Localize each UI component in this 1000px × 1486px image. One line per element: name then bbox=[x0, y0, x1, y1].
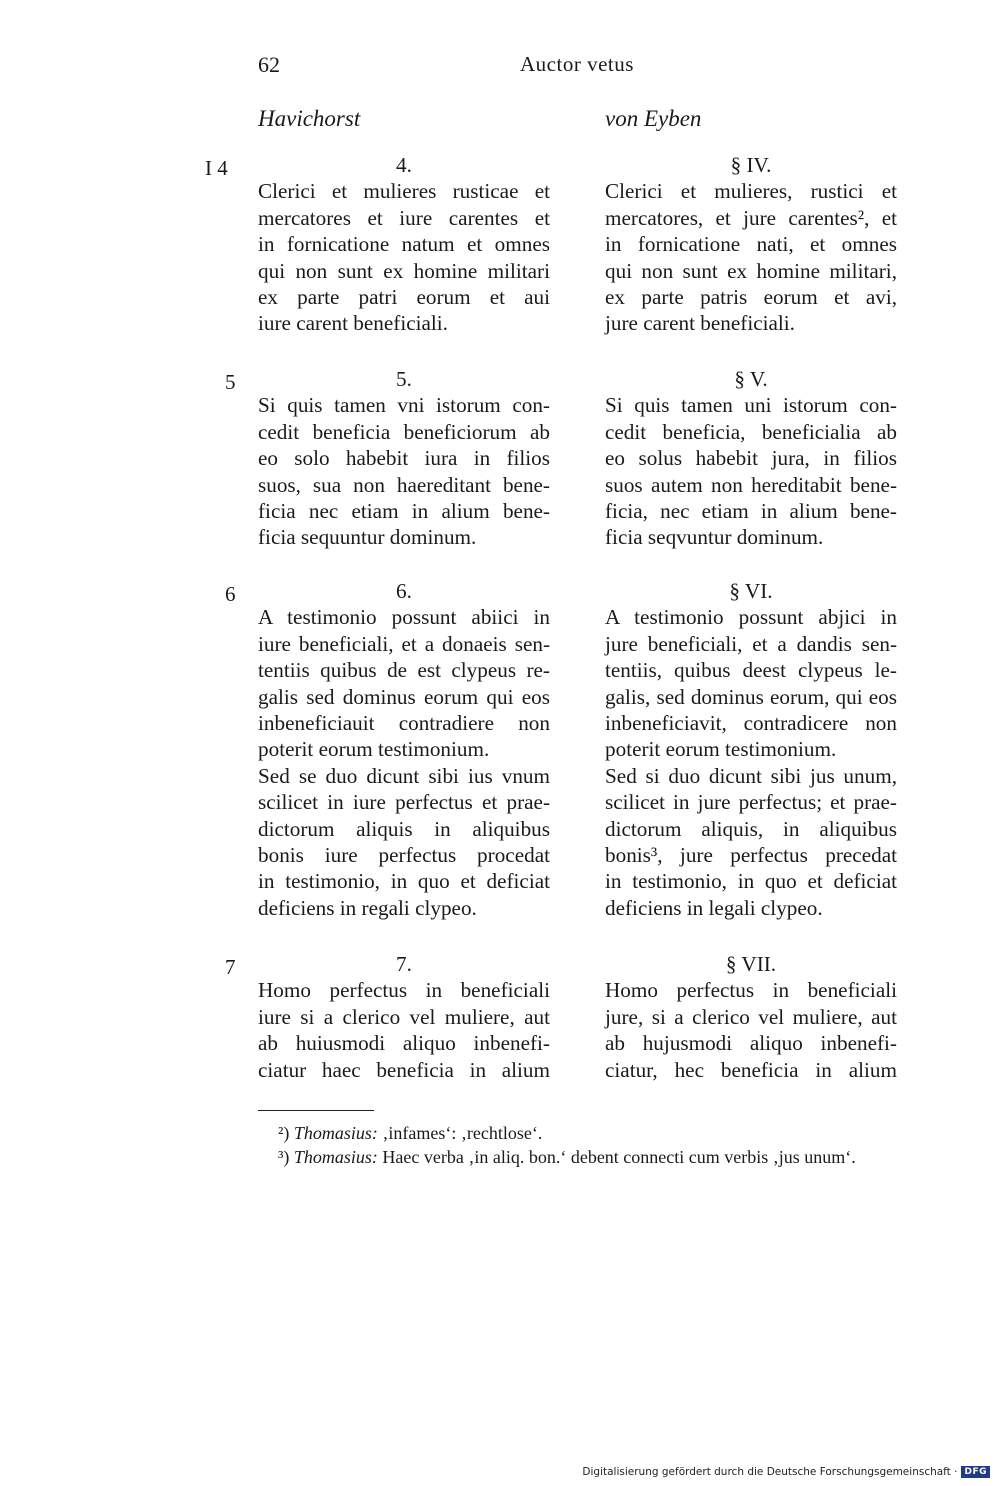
text-line: Homo perfectus in beneficiali bbox=[605, 978, 897, 1003]
section-title: 6. bbox=[396, 579, 412, 603]
section-title: § VI. bbox=[729, 579, 773, 603]
text-line: Si quis tamen vni istorum con- bbox=[258, 393, 550, 418]
text-line: iure si a clerico vel muliere, aut bbox=[258, 1004, 550, 1029]
margin-number: 7 bbox=[225, 955, 236, 979]
text-line: dictorum aliquis in aliquibus bbox=[258, 816, 550, 841]
dfg-logo-icon: DFG bbox=[961, 1466, 990, 1478]
text-line: Sed si duo dicunt sibi jus unum, bbox=[605, 763, 897, 788]
text-line: inbeneficiauit contradiere non bbox=[258, 711, 550, 736]
footnote-author: Thomasius: bbox=[293, 1147, 378, 1167]
text-line: eo solo habebit iura in filios bbox=[258, 446, 550, 471]
margin-number: I 4 bbox=[205, 156, 228, 180]
text-line: jure, si a clerico vel muliere, aut bbox=[605, 1004, 897, 1029]
text-line: A testimonio possunt abjici in bbox=[605, 605, 897, 630]
text-line: qui non sunt ex homine militari, bbox=[605, 258, 897, 283]
section-title: § VII. bbox=[725, 952, 777, 976]
footnote-rule bbox=[258, 1110, 374, 1111]
section-title: 5. bbox=[396, 367, 412, 391]
column-title-left: Havichorst bbox=[258, 106, 361, 131]
footnote-author: Thomasius: bbox=[293, 1123, 378, 1143]
text-line: suos autem non hereditabit bene- bbox=[605, 472, 897, 497]
text-line: ficia seqvuntur dominum. bbox=[605, 525, 824, 550]
page-number: 62 bbox=[258, 52, 280, 77]
text-line: bonis³, jure perfectus precedat bbox=[605, 843, 897, 868]
text-line: tentiis, quibus deest clypeus le- bbox=[605, 658, 897, 683]
text-line: ciatur, hec beneficia in alium bbox=[605, 1057, 897, 1082]
footnote-text: Haec verba ‚in aliq. bon.‘ debent connecti cum verbis ‚jus unum‘. bbox=[377, 1147, 856, 1167]
text-line: inbeneficiavit, contradicere non bbox=[605, 711, 897, 736]
text-line: poterit eorum testimonium. bbox=[605, 737, 837, 762]
text-line: bonis iure perfectus procedat bbox=[258, 843, 550, 868]
footnote-text: ‚infames‘: ‚rechtlose‘. bbox=[377, 1123, 543, 1143]
text-line: A testimonio possunt abiici in bbox=[258, 605, 550, 630]
text-line: in testimonio, in quo et deficiat bbox=[258, 869, 550, 894]
text-line: dictorum aliquis, in aliquibus bbox=[605, 816, 897, 841]
section-right bbox=[605, 366, 897, 551]
text-line: tentiis quibus de est clypeus re- bbox=[258, 658, 550, 683]
credit-text: Digitalisierung gefördert durch die Deutsche Forschungsgemeinschaft · bbox=[582, 1466, 958, 1478]
text-line: suos, sua non haereditant bene- bbox=[258, 472, 550, 497]
text-line: poterit eorum testimonium. bbox=[258, 737, 490, 762]
text-line: iure carent beneficiali. bbox=[258, 311, 448, 336]
section-left bbox=[258, 578, 550, 921]
text-line: ficia sequuntur dominum. bbox=[258, 525, 477, 550]
text-line: deficiens in legali clypeo. bbox=[605, 895, 823, 920]
text-line: iure beneficiali, et a donaeis sen- bbox=[258, 631, 550, 656]
section-right bbox=[605, 951, 897, 1083]
text-line: jure beneficiali, et a dandis sen- bbox=[605, 631, 897, 656]
text-line: in fornicatione natum et omnes bbox=[258, 232, 550, 257]
section-title: 4. bbox=[396, 153, 412, 177]
text-line: ex parte patri eorum et aui bbox=[258, 285, 550, 310]
text-line: qui non sunt ex homine militari bbox=[258, 258, 550, 283]
text-line: ficia, nec etiam in alium bene- bbox=[605, 499, 897, 524]
text-line: ex parte patris eorum et avi, bbox=[605, 285, 897, 310]
margin-number: 5 bbox=[225, 370, 236, 394]
column-title-right: von Eyben bbox=[605, 106, 702, 131]
footnote bbox=[258, 1146, 893, 1169]
text-line: ab hujusmodi aliquo inbenefi- bbox=[605, 1031, 897, 1056]
margin-number: 6 bbox=[225, 582, 236, 606]
text-line: eo solus habebit jura, in filios bbox=[605, 446, 897, 471]
section-left bbox=[258, 951, 550, 1083]
text-line: in fornicatione nati, et omnes bbox=[605, 232, 897, 257]
digitization-credit bbox=[582, 1466, 990, 1478]
text-line: ab huiusmodi aliquo inbenefi- bbox=[258, 1031, 550, 1056]
text-line: galis, sed dominus eorum, qui eos bbox=[605, 684, 897, 709]
footnote-mark: ²) bbox=[278, 1123, 290, 1143]
section-title: 7. bbox=[396, 952, 412, 976]
text-line: cedit beneficia beneficiorum ab bbox=[258, 419, 550, 444]
section-left bbox=[258, 152, 550, 337]
text-line: jure carent beneficiali. bbox=[605, 311, 795, 336]
section-right bbox=[605, 152, 897, 337]
text-line: ciatur haec beneficia in alium bbox=[258, 1057, 550, 1082]
text-line: mercatores et iure carentes et bbox=[258, 205, 550, 230]
text-line: Si quis tamen uni istorum con- bbox=[605, 393, 897, 418]
text-line: scilicet in iure perfectus et prae- bbox=[258, 790, 550, 815]
section-title: § IV. bbox=[730, 153, 772, 177]
footnote bbox=[258, 1122, 893, 1145]
text-line: scilicet in jure perfectus; et prae- bbox=[605, 790, 897, 815]
section-left bbox=[258, 366, 550, 551]
text-line: cedit beneficia, beneficialia ab bbox=[605, 419, 897, 444]
running-title: Auctor vetus bbox=[520, 52, 634, 76]
text-line: ficia nec etiam in alium bene- bbox=[258, 499, 550, 524]
section-title: § V. bbox=[734, 367, 768, 391]
footnote-mark: ³) bbox=[278, 1147, 290, 1167]
section-right bbox=[605, 578, 897, 921]
text-line: mercatores, et jure carentes², et bbox=[605, 205, 897, 230]
text-line: deficiens in regali clypeo. bbox=[258, 895, 477, 920]
text-line: galis sed dominus eorum qui eos bbox=[258, 684, 550, 709]
text-line: Clerici et mulieres, rustici et bbox=[605, 179, 897, 204]
text-line: Homo perfectus in beneficiali bbox=[258, 978, 550, 1003]
text-line: Clerici et mulieres rusticae et bbox=[258, 179, 550, 204]
text-line: Sed se duo dicunt sibi ius vnum bbox=[258, 763, 550, 788]
text-line: in testimonio, in quo et deficiat bbox=[605, 869, 897, 894]
